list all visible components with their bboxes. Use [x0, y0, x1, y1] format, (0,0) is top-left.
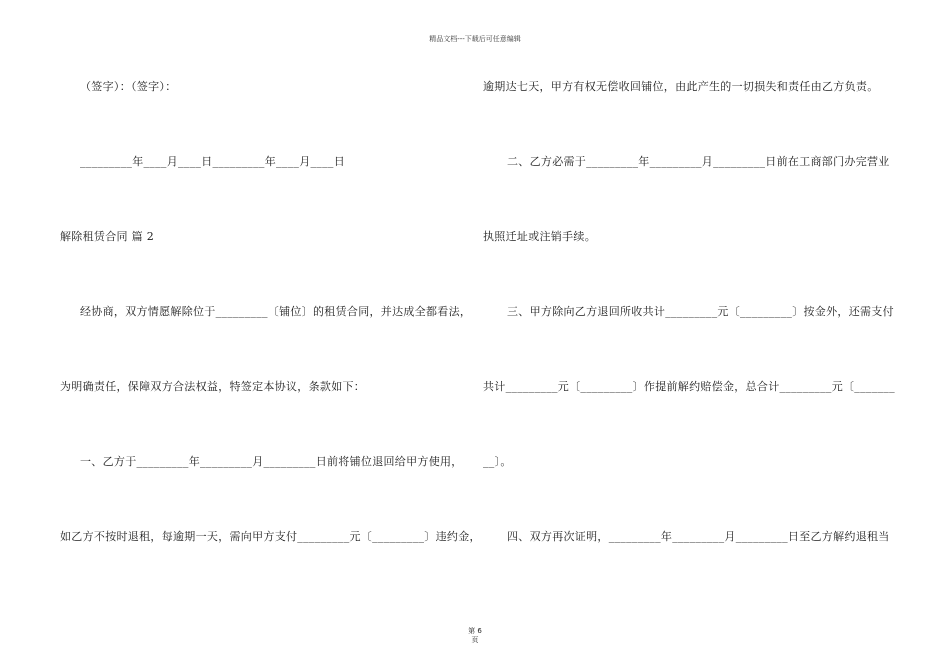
- section-title: 解除租赁合同 篇 2: [60, 230, 154, 243]
- paragraph-line: 经协商，双方情愿解除位于_________〔铺位〕的租赁合同，并达成全都看法，: [80, 305, 472, 318]
- clause-three-line: 三、甲方除向乙方退回所收共计_________元〔_________〕按金外，还需支付: [507, 305, 894, 318]
- clause-one-line: 一、乙方于_________年_________月_________日前将铺位退回给甲方使用，: [80, 455, 463, 468]
- page-number: [0, 627, 950, 645]
- page-number-label: 第 6: [468, 627, 482, 635]
- clause-two-line: 二、乙方必需于_________年_________月_________日前在工商部门办完营业: [507, 155, 890, 168]
- clause-four-line: 四、双方再次证明，_________年_________月_________日至乙方解约退租当: [507, 530, 890, 543]
- paragraph-line: __〕。: [483, 455, 512, 468]
- paragraph-line: 执照迁址或注销手续。: [483, 230, 596, 243]
- paragraph-line: 为明确责任，保障双方合法权益，特签定本协议，条款如下：: [60, 380, 366, 393]
- page-header: 精品文档---下载后可任意编辑: [429, 35, 521, 43]
- page-number-suffix: 页: [471, 636, 479, 644]
- paragraph-line: 逾期达七天，甲方有权无偿收回铺位，由此产生的一切损失和责任由乙方负责。: [483, 80, 879, 93]
- paragraph-line: 如乙方不按时退租，每逾期一天，需向甲方支付_________元〔_________〕违约金，: [60, 530, 481, 543]
- date-line: _________年____月____日_________年____月____日: [80, 155, 345, 168]
- paragraph-line: 共计_________元〔_________〕作提前解约赔偿金，总合计_________元〔_______: [483, 380, 895, 393]
- signature-line: （签字）：（签字）：: [80, 80, 177, 93]
